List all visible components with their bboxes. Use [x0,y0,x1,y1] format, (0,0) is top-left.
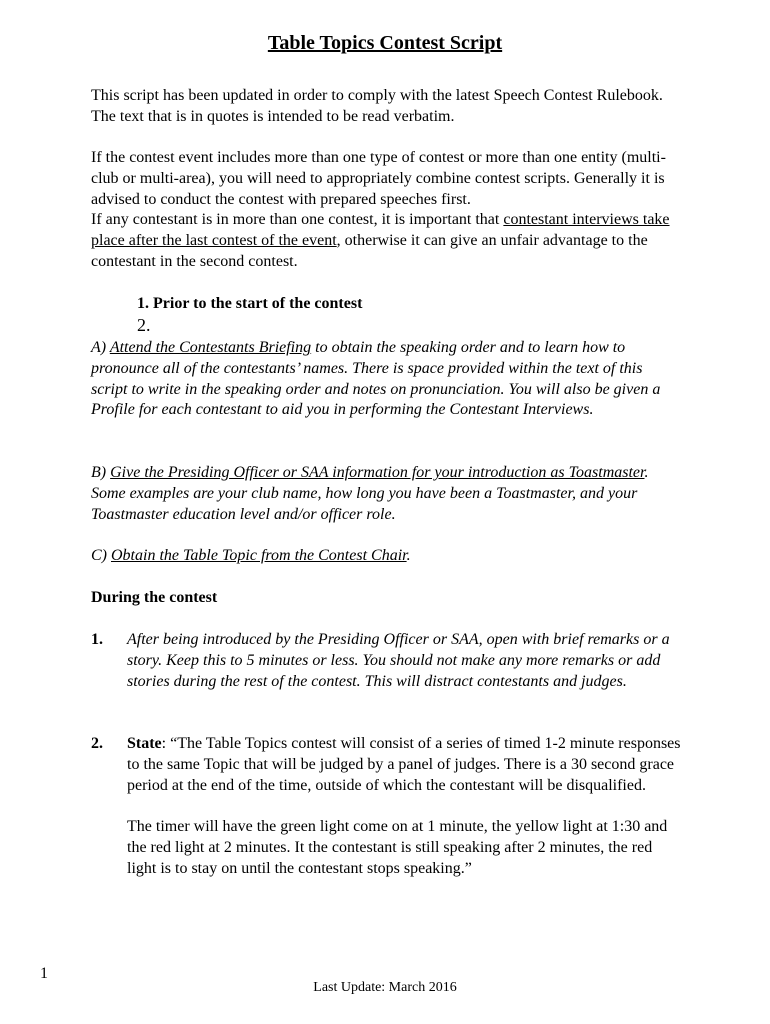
prior-step-c-text: . [406,547,411,564]
during-item-1-text: After being introduced by the Presiding Officer or SAA, open with brief remarks or a story. Keep this to 5 minutes or less. You should not make any more remarks or add stories during the rest of the contest. This will distract contestants and judges. [127,631,670,690]
section-heading-during: During the contest [91,589,218,606]
intro-paragraph-2 [91,148,681,273]
during-item-2-number: 2. [91,735,103,752]
table-topic-underlined: Obtain the Table Topic from the Contest Chair [111,547,407,564]
during-item-1 [91,630,681,714]
prior-step-a-prefix: A) [91,339,110,356]
prior-step-b-text: . Some examples are your club name, how long you have been a Toastmaster, and your Toastmaster education level and/or officer role. [91,464,649,523]
prior-step-c [91,546,681,567]
contestants-briefing-underlined: Attend the Contestants Briefing [109,339,312,356]
document-title: Table Topics Contest Script [267,32,503,54]
stray-list-number: 2. [137,315,151,335]
intro-paragraph-2-start: If any contestant is in more than one contest, it is important that [91,211,504,229]
introduction-info-underlined: Give the Presiding Officer or SAA information for your introduction as Toastmaster [110,464,645,481]
prior-step-a-text: to obtain the speaking order and to learn how to pronounce all of the contestants’ names. There is space provided within the text of this script to write in the speaking order and notes on pronunciation. You will also be given a Profile for each contestant to aid you in performing the Contestant Interviews. [91,339,661,419]
interviews-note-underlined: contestant interviews take place after the last contest of the event [91,211,670,250]
footer-last-update: Last Update: March 2016 [313,980,457,995]
prior-step-c-prefix: C) [91,547,111,564]
state-label: State [127,735,162,752]
intro-paragraph-1: This script has been updated in order to comply with the latest Speech Contest Rulebook. The text that is in quotes is intended to be read verbatim. [91,87,663,125]
intro-paragraph-2-end: , otherwise it can give an unfair advantage to the contestant in the second contest. [91,232,648,270]
during-item-2 [91,734,681,904]
during-item-1-number: 1. [91,631,103,648]
prior-step-b-prefix: B) [91,464,111,481]
page-number: 1 [40,965,48,982]
prior-step-b [91,463,681,525]
section-heading-prior: 1. Prior to the start of the contest [137,295,363,312]
during-item-2-paragraph-2: The timer will have the green light come on at 1 minute, the yellow light at 1:30 and the red light at 2 minutes. It the contestant is still speaking after 2 minutes, the red light is to stay on until the contestant stops speaking.” [127,818,668,877]
intro-paragraph-2-text: If the contest event includes more than one type of contest or more than one entity (multi-club or multi-area), you will need to appropriately combine contest scripts. Generally it is advised to conduct the contest with prepared speeches first. [91,149,666,208]
prior-step-a [91,338,681,421]
during-item-2-body [127,734,681,880]
during-item-2-text: : “The Table Topics contest will consist of a series of timed 1-2 minute responses to the same Topic that will be judged by a panel of judges. There is a 30 second grace period at the end of the time, outside of which the contestant will be disqualified. [127,735,681,794]
